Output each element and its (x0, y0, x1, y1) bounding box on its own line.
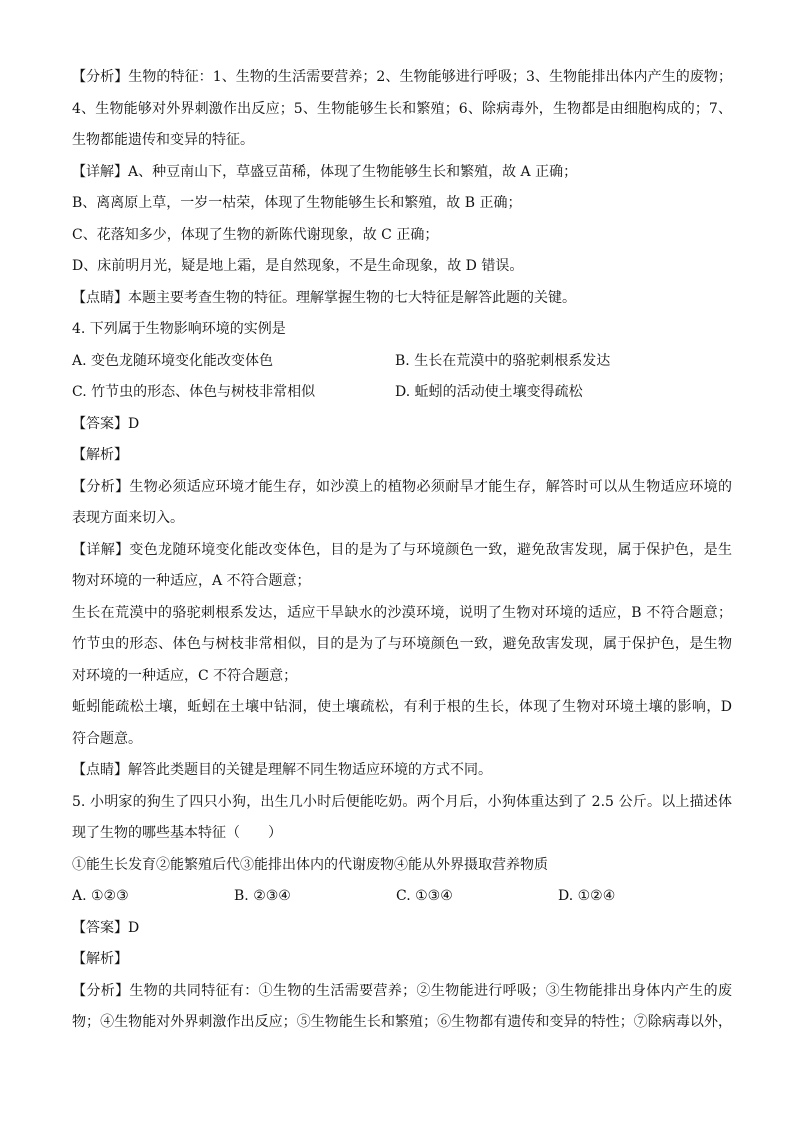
q4-answer: 【答案】D (72, 415, 140, 432)
q4-analysis-line-2: 表现方面来切入。 (72, 510, 184, 526)
q3-detail-line-1: 【详解】A、种豆南山下，草盛豆苗稀，体现了生物能够生长和繁殖，故 A 正确； (72, 163, 578, 180)
q4-detail-line-1: 【详解】变色龙随环境变化能改变体色，目的是为了与环境颜色一致，避免敌害发现，属于保护色，是生 (72, 541, 732, 558)
q3-analysis-line-3: 生物都能遗传和变异的特征。 (72, 132, 254, 148)
q5-answer: 【答案】D (72, 919, 140, 936)
q5-stem-line-1: 5. 小明家的狗生了四只小狗，出生几小时后便能吃奶。两个月后，小狗体重达到了 2.5 公斤。以上描述体 (72, 793, 732, 810)
q4-option-d: D. 蚯蚓的活动使土壤变得疏松 (395, 384, 583, 400)
q3-detail-line-2: B、离离原上草，一岁一枯荣，体现了生物能够生长和繁殖，故 B 正确； (72, 195, 522, 211)
q4-comment: 【点睛】解答此类题目的关键是理解不同生物适应环境的方式不同。 (72, 762, 492, 778)
q4-detail-line-4: 竹节虫的形态、体色与树枝非常相似，目的是为了与环境颜色一致，避免敌害发现，属于保护色，是生物 (72, 636, 732, 652)
q5-options-row (72, 881, 732, 913)
q3-detail-line-4: D、床前明月光，疑是地上霜，是自然现象，不是生命现象，故 D 错误。 (72, 258, 524, 274)
q3-analysis-line-2: 4、生物能够对外界刺激作出反应；5、生物能够生长和繁殖；6、除病毒外，生物都是由细胞构成的；7、 (72, 100, 732, 117)
q3-detail-line-3: C、花落知多少，体现了生物的新陈代谢现象，故 C 正确； (72, 226, 439, 243)
q5-explain-label: 【解析】 (72, 951, 128, 967)
q4-option-a: A. 变色龙随环境变化能改变体色 (72, 352, 274, 369)
q3-comment: 【点睛】本题主要考查生物的特征。理解掌握生物的七大特征是解答此题的关键。 (72, 289, 576, 306)
q5-analysis-line-2: 物；④生物能对外界刺激作出反应；⑤生物能生长和繁殖；⑥生物都有遗传和变异的特性；⑦除病毒以外， (72, 1014, 732, 1030)
q5-option-d: D. ①②④ (558, 888, 616, 904)
q5-option-b: B. ②③④ (234, 888, 291, 904)
q4-option-c: C. 竹节虫的形态、体色与树枝非常相似 (72, 384, 316, 400)
q4-options-row-1 (72, 346, 732, 378)
q4-analysis-line-1: 【分析】生物必须适应环境才能生存，如沙漠上的植物必须耐旱才能生存，解答时可以从生物适应环境的 (72, 478, 732, 495)
q3-analysis-line-1: 【分析】生物的特征：1、生物的生活需要营养；2、生物能够进行呼吸；3、生物能排出体内产生的废物； (72, 69, 732, 85)
q4-detail-line-2: 物对环境的一种适应，A 不符合题意； (72, 573, 311, 589)
q4-stem: 4. 下列属于生物影响环境的实例是 (72, 321, 286, 337)
q4-options-row-2 (72, 377, 732, 409)
q4-option-b: B. 生长在荒漠中的骆驼刺根系发达 (395, 352, 611, 369)
q4-detail-line-6: 蚯蚓能疏松土壤，蚯蚓在土壤中钻洞，使土壤疏松，有利于根的生长，体现了生物对环境土壤的影响，D (72, 699, 732, 715)
q5-option-a: A. ①②③ (72, 888, 129, 904)
q4-detail-line-5: 对环境的一种适应，C 不符合题意； (72, 667, 298, 684)
page-content (72, 62, 732, 1039)
q5-features: ①能生长发育②能繁殖后代③能排出体内的代谢废物④能从外界摄取营养物质 (72, 856, 548, 873)
q5-analysis-line-1: 【分析】生物的共同特征有：①生物的生活需要营养；②生物能进行呼吸；③生物能排出身体内产生的废 (72, 982, 732, 999)
q4-explain-label: 【解析】 (72, 447, 128, 463)
q5-option-c: C. ①③④ (396, 888, 453, 904)
q4-detail-line-3: 生长在荒漠中的骆驼刺根系发达，适应干旱缺水的沙漠环境，说明了生物对环境的适应，B 不符合题意； (72, 604, 732, 621)
q4-detail-line-7: 符合题意。 (72, 730, 142, 747)
q5-stem-line-2: 现了生物的哪些基本特征（ ） (72, 825, 282, 841)
